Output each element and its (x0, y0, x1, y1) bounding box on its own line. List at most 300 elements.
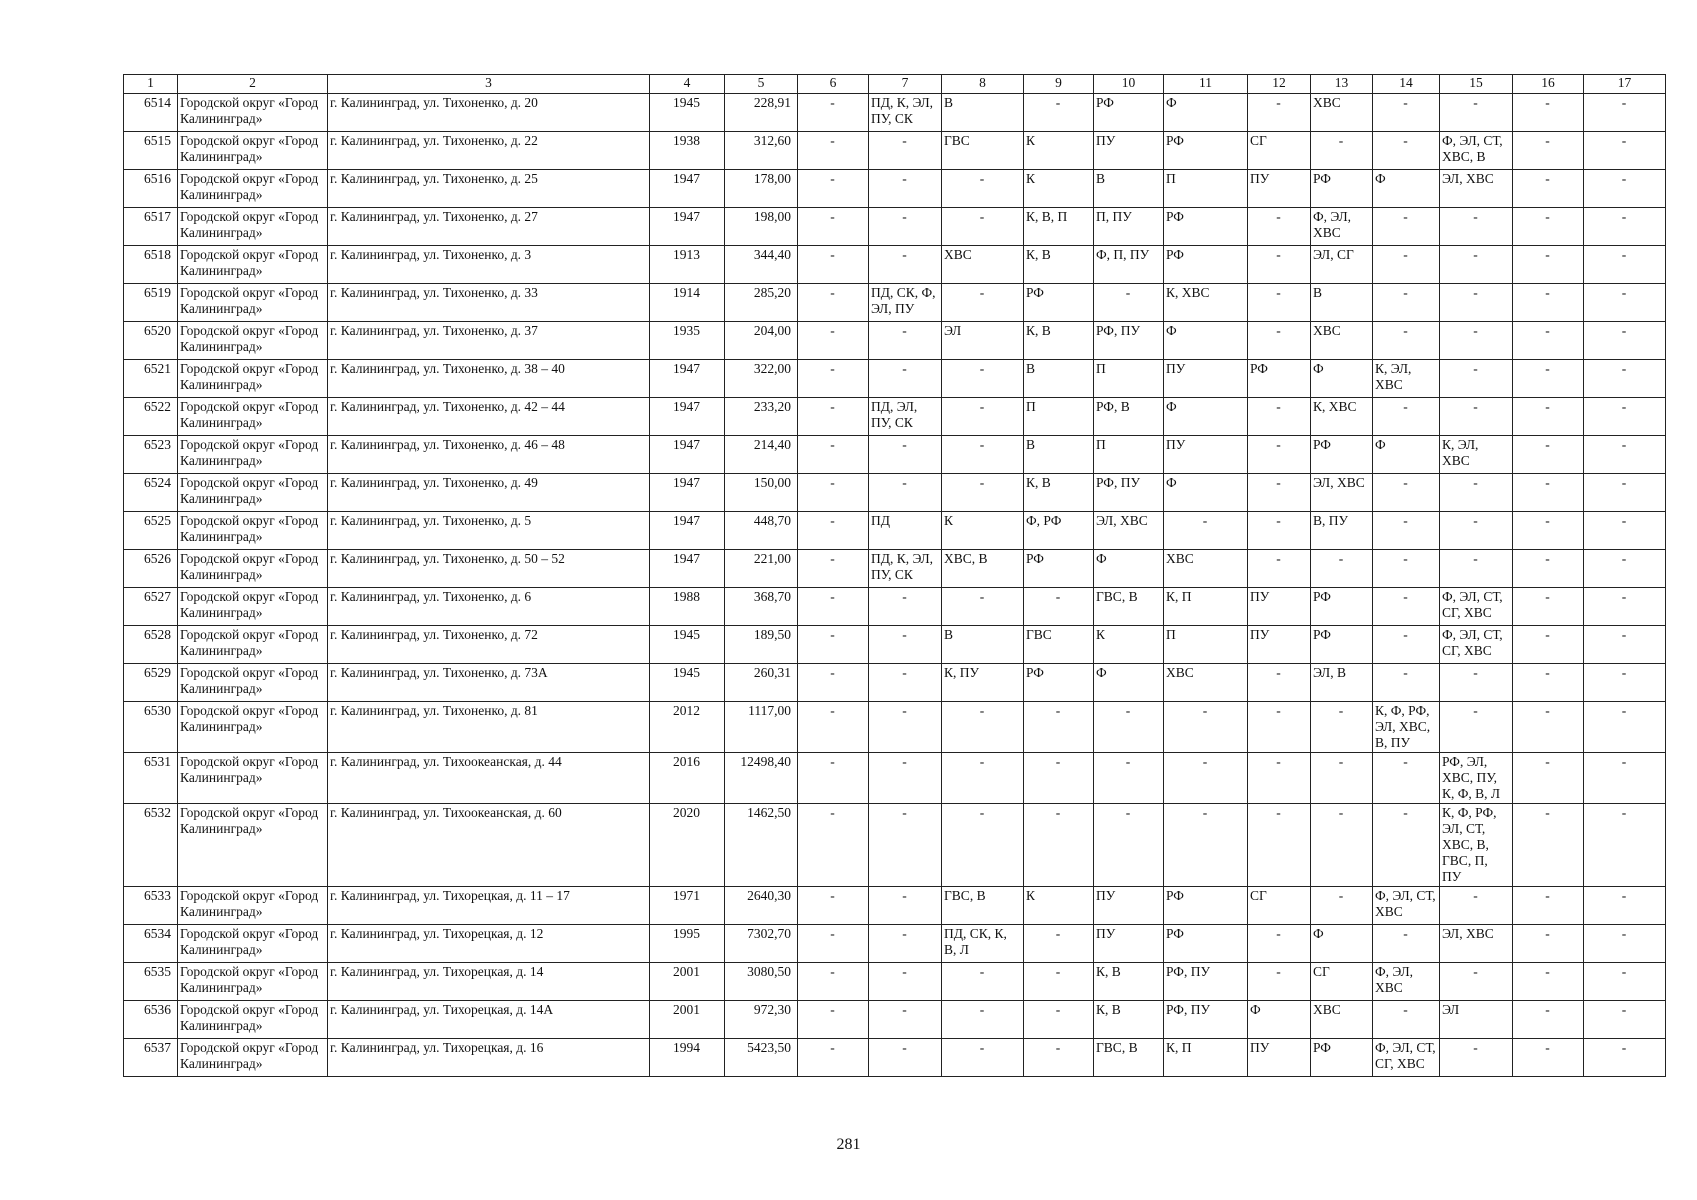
area-cell: 150,00 (725, 474, 798, 512)
column-8-cell: - (942, 284, 1024, 322)
record-number-cell: 6516 (124, 170, 178, 208)
column-15-cell: К, ЭЛ, ХВС (1440, 436, 1513, 474)
column-13-cell: - (1311, 550, 1373, 588)
column-9-cell: В (1024, 360, 1094, 398)
year-cell: 1913 (650, 246, 725, 284)
area-cell: 5423,50 (725, 1039, 798, 1077)
column-14-cell: К, Ф, РФ, ЭЛ, ХВС, В, ПУ (1373, 702, 1440, 753)
address-cell: г. Калининград, ул. Тихоненко, д. 22 (328, 132, 650, 170)
table-header (124, 75, 1666, 94)
column-14-cell: - (1373, 512, 1440, 550)
column-header-10: 10 (1094, 75, 1164, 94)
address-cell: г. Калининград, ул. Тихоненко, д. 50 – 52 (328, 550, 650, 588)
column-9-cell: - (1024, 925, 1094, 963)
column-10-cell: П (1094, 436, 1164, 474)
column-9-cell: - (1024, 94, 1094, 132)
column-6-cell: - (798, 474, 869, 512)
column-9-cell: - (1024, 1001, 1094, 1039)
column-8-cell: - (942, 474, 1024, 512)
municipality-cell: Городской округ «Город Калининград» (178, 887, 328, 925)
column-11-cell: РФ (1164, 887, 1248, 925)
column-header-8: 8 (942, 75, 1024, 94)
address-cell: г. Калининград, ул. Тихоненко, д. 25 (328, 170, 650, 208)
column-header-1: 1 (124, 75, 178, 94)
table-row (124, 925, 1666, 963)
municipality-cell: Городской округ «Город Калининград» (178, 132, 328, 170)
address-cell: г. Калининград, ул. Тихоненко, д. 42 – 44 (328, 398, 650, 436)
column-17-cell: - (1584, 664, 1666, 702)
column-11-cell: РФ (1164, 208, 1248, 246)
column-9-cell: РФ (1024, 550, 1094, 588)
column-13-cell: РФ (1311, 170, 1373, 208)
column-9-cell: К (1024, 887, 1094, 925)
area-cell: 368,70 (725, 588, 798, 626)
column-12-cell: ПУ (1248, 626, 1311, 664)
area-cell: 233,20 (725, 398, 798, 436)
column-11-cell: Ф (1164, 322, 1248, 360)
column-13-cell: РФ (1311, 626, 1373, 664)
area-cell: 312,60 (725, 132, 798, 170)
column-12-cell: - (1248, 753, 1311, 804)
year-cell: 1947 (650, 436, 725, 474)
area-cell: 1462,50 (725, 804, 798, 887)
table-row (124, 436, 1666, 474)
table-row (124, 550, 1666, 588)
column-11-cell: ПУ (1164, 436, 1248, 474)
table-row (124, 132, 1666, 170)
column-6-cell: - (798, 550, 869, 588)
column-9-cell: В (1024, 436, 1094, 474)
column-header-5: 5 (725, 75, 798, 94)
column-12-cell: Ф (1248, 1001, 1311, 1039)
column-7-cell: ПД, ЭЛ, ПУ, СК (869, 398, 942, 436)
address-cell: г. Калининград, ул. Тихоненко, д. 73А (328, 664, 650, 702)
municipality-cell: Городской округ «Город Калининград» (178, 753, 328, 804)
area-cell: 221,00 (725, 550, 798, 588)
column-14-cell: - (1373, 94, 1440, 132)
column-7-cell: - (869, 360, 942, 398)
column-11-cell: К, П (1164, 588, 1248, 626)
column-12-cell: - (1248, 474, 1311, 512)
year-cell: 1914 (650, 284, 725, 322)
column-6-cell: - (798, 664, 869, 702)
column-8-cell: - (942, 963, 1024, 1001)
column-10-cell: ГВС, В (1094, 588, 1164, 626)
column-13-cell: РФ (1311, 436, 1373, 474)
column-11-cell: П (1164, 626, 1248, 664)
year-cell: 1947 (650, 170, 725, 208)
column-header-14: 14 (1373, 75, 1440, 94)
column-13-cell: - (1311, 753, 1373, 804)
column-13-cell: В, ПУ (1311, 512, 1373, 550)
record-number-cell: 6526 (124, 550, 178, 588)
column-7-cell: - (869, 925, 942, 963)
column-15-cell: - (1440, 1039, 1513, 1077)
column-11-cell: Ф (1164, 398, 1248, 436)
table-row (124, 1039, 1666, 1077)
area-cell: 285,20 (725, 284, 798, 322)
municipality-cell: Городской округ «Город Калининград» (178, 246, 328, 284)
table-row (124, 702, 1666, 753)
address-cell: г. Калининград, ул. Тихоненко, д. 72 (328, 626, 650, 664)
column-12-cell: - (1248, 702, 1311, 753)
column-11-cell: ХВС (1164, 664, 1248, 702)
column-16-cell: - (1513, 963, 1584, 1001)
column-header-2: 2 (178, 75, 328, 94)
column-15-cell: ЭЛ, ХВС (1440, 170, 1513, 208)
column-7-cell: - (869, 702, 942, 753)
column-15-cell: - (1440, 398, 1513, 436)
column-12-cell: - (1248, 208, 1311, 246)
year-cell: 2001 (650, 963, 725, 1001)
column-7-cell: - (869, 1001, 942, 1039)
column-7-cell: - (869, 132, 942, 170)
column-16-cell: - (1513, 94, 1584, 132)
column-9-cell: - (1024, 804, 1094, 887)
column-9-cell: Ф, РФ (1024, 512, 1094, 550)
municipality-cell: Городской округ «Город Калининград» (178, 284, 328, 322)
record-number-cell: 6524 (124, 474, 178, 512)
column-11-cell: РФ, ПУ (1164, 1001, 1248, 1039)
column-9-cell: К, В (1024, 474, 1094, 512)
column-7-cell: - (869, 474, 942, 512)
year-cell: 2012 (650, 702, 725, 753)
column-14-cell: - (1373, 588, 1440, 626)
table-row (124, 474, 1666, 512)
column-10-cell: - (1094, 702, 1164, 753)
municipality-cell: Городской округ «Город Калининград» (178, 588, 328, 626)
record-number-cell: 6531 (124, 753, 178, 804)
column-15-cell: - (1440, 94, 1513, 132)
column-12-cell: - (1248, 550, 1311, 588)
column-7-cell: - (869, 1039, 942, 1077)
address-cell: г. Калининград, ул. Тихоненко, д. 37 (328, 322, 650, 360)
record-number-cell: 6519 (124, 284, 178, 322)
column-9-cell: - (1024, 963, 1094, 1001)
column-16-cell: - (1513, 284, 1584, 322)
column-header-4: 4 (650, 75, 725, 94)
column-16-cell: - (1513, 436, 1584, 474)
column-7-cell: - (869, 436, 942, 474)
column-7-cell: ПД (869, 512, 942, 550)
column-13-cell: ХВС (1311, 94, 1373, 132)
column-8-cell: - (942, 804, 1024, 887)
column-9-cell: - (1024, 588, 1094, 626)
column-12-cell: - (1248, 398, 1311, 436)
column-6-cell: - (798, 887, 869, 925)
area-cell: 2640,30 (725, 887, 798, 925)
record-number-cell: 6534 (124, 925, 178, 963)
column-9-cell: П (1024, 398, 1094, 436)
column-header-11: 11 (1164, 75, 1248, 94)
municipality-cell: Городской округ «Город Калининград» (178, 1039, 328, 1077)
column-14-cell: - (1373, 474, 1440, 512)
column-9-cell: РФ (1024, 284, 1094, 322)
column-8-cell: К, ПУ (942, 664, 1024, 702)
address-cell: г. Калининград, ул. Тихорецкая, д. 11 – 17 (328, 887, 650, 925)
column-10-cell: Ф (1094, 664, 1164, 702)
year-cell: 1947 (650, 550, 725, 588)
column-9-cell: РФ (1024, 664, 1094, 702)
address-cell: г. Калининград, ул. Тихоненко, д. 3 (328, 246, 650, 284)
table-row (124, 398, 1666, 436)
address-cell: г. Калининград, ул. Тихорецкая, д. 16 (328, 1039, 650, 1077)
record-number-cell: 6536 (124, 1001, 178, 1039)
column-11-cell: РФ (1164, 925, 1248, 963)
address-cell: г. Калининград, ул. Тихоненко, д. 33 (328, 284, 650, 322)
municipality-cell: Городской округ «Город Калининград» (178, 94, 328, 132)
column-7-cell: - (869, 664, 942, 702)
column-13-cell: Ф (1311, 360, 1373, 398)
column-9-cell: К (1024, 170, 1094, 208)
column-12-cell: - (1248, 804, 1311, 887)
column-12-cell: ПУ (1248, 170, 1311, 208)
record-number-cell: 6532 (124, 804, 178, 887)
column-17-cell: - (1584, 398, 1666, 436)
column-16-cell: - (1513, 702, 1584, 753)
column-15-cell: - (1440, 550, 1513, 588)
column-13-cell: ЭЛ, В (1311, 664, 1373, 702)
column-10-cell: П, ПУ (1094, 208, 1164, 246)
address-cell: г. Калининград, ул. Тихорецкая, д. 14 (328, 963, 650, 1001)
municipality-cell: Городской округ «Город Калининград» (178, 360, 328, 398)
column-15-cell: РФ, ЭЛ, ХВС, ПУ, К, Ф, В, Л (1440, 753, 1513, 804)
column-10-cell: Ф, П, ПУ (1094, 246, 1164, 284)
column-11-cell: - (1164, 753, 1248, 804)
column-14-cell: - (1373, 246, 1440, 284)
column-17-cell: - (1584, 702, 1666, 753)
table-row (124, 284, 1666, 322)
table-row (124, 512, 1666, 550)
area-cell: 7302,70 (725, 925, 798, 963)
column-9-cell: - (1024, 1039, 1094, 1077)
column-17-cell: - (1584, 94, 1666, 132)
column-6-cell: - (798, 925, 869, 963)
column-8-cell: - (942, 436, 1024, 474)
municipality-cell: Городской округ «Город Калининград» (178, 208, 328, 246)
column-8-cell: ГВС (942, 132, 1024, 170)
year-cell: 1947 (650, 398, 725, 436)
column-6-cell: - (798, 626, 869, 664)
record-number-cell: 6530 (124, 702, 178, 753)
area-cell: 228,91 (725, 94, 798, 132)
address-cell: г. Калининград, ул. Тихоненко, д. 5 (328, 512, 650, 550)
year-cell: 1995 (650, 925, 725, 963)
column-8-cell: ГВС, В (942, 887, 1024, 925)
column-10-cell: Ф (1094, 550, 1164, 588)
table-row (124, 246, 1666, 284)
column-header-6: 6 (798, 75, 869, 94)
column-16-cell: - (1513, 246, 1584, 284)
header-row (124, 75, 1666, 94)
column-11-cell: РФ (1164, 246, 1248, 284)
municipality-cell: Городской округ «Город Калининград» (178, 322, 328, 360)
column-16-cell: - (1513, 398, 1584, 436)
record-number-cell: 6517 (124, 208, 178, 246)
record-number-cell: 6537 (124, 1039, 178, 1077)
column-11-cell: - (1164, 702, 1248, 753)
column-14-cell: - (1373, 664, 1440, 702)
table-row (124, 170, 1666, 208)
municipality-cell: Городской округ «Город Калининград» (178, 512, 328, 550)
column-7-cell: ПД, К, ЭЛ, ПУ, СК (869, 550, 942, 588)
column-14-cell: - (1373, 398, 1440, 436)
column-10-cell: П (1094, 360, 1164, 398)
column-16-cell: - (1513, 322, 1584, 360)
column-13-cell: - (1311, 804, 1373, 887)
column-15-cell: - (1440, 887, 1513, 925)
column-14-cell: - (1373, 626, 1440, 664)
column-7-cell: - (869, 887, 942, 925)
column-6-cell: - (798, 132, 869, 170)
year-cell: 1971 (650, 887, 725, 925)
column-15-cell: - (1440, 664, 1513, 702)
record-number-cell: 6528 (124, 626, 178, 664)
column-7-cell: - (869, 246, 942, 284)
column-10-cell: - (1094, 804, 1164, 887)
column-10-cell: - (1094, 284, 1164, 322)
column-17-cell: - (1584, 804, 1666, 887)
column-16-cell: - (1513, 753, 1584, 804)
column-12-cell: ПУ (1248, 588, 1311, 626)
column-7-cell: - (869, 170, 942, 208)
column-6-cell: - (798, 208, 869, 246)
column-17-cell: - (1584, 246, 1666, 284)
column-7-cell: - (869, 588, 942, 626)
column-14-cell: - (1373, 208, 1440, 246)
column-header-16: 16 (1513, 75, 1584, 94)
municipality-cell: Городской округ «Город Калининград» (178, 550, 328, 588)
table-body (124, 94, 1666, 1077)
column-15-cell: Ф, ЭЛ, СТ, ХВС, В (1440, 132, 1513, 170)
column-17-cell: - (1584, 284, 1666, 322)
column-16-cell: - (1513, 588, 1584, 626)
area-cell: 189,50 (725, 626, 798, 664)
record-number-cell: 6518 (124, 246, 178, 284)
address-cell: г. Калининград, ул. Тихоокеанская, д. 44 (328, 753, 650, 804)
column-13-cell: ХВС (1311, 322, 1373, 360)
area-cell: 322,00 (725, 360, 798, 398)
record-number-cell: 6521 (124, 360, 178, 398)
table-row (124, 626, 1666, 664)
year-cell: 1938 (650, 132, 725, 170)
column-10-cell: ГВС, В (1094, 1039, 1164, 1077)
column-6-cell: - (798, 512, 869, 550)
column-15-cell: - (1440, 208, 1513, 246)
address-cell: г. Калининград, ул. Тихорецкая, д. 14А (328, 1001, 650, 1039)
column-13-cell: РФ (1311, 1039, 1373, 1077)
column-13-cell: Ф (1311, 925, 1373, 963)
column-15-cell: Ф, ЭЛ, СТ, СГ, ХВС (1440, 588, 1513, 626)
municipality-cell: Городской округ «Город Калининград» (178, 626, 328, 664)
record-number-cell: 6525 (124, 512, 178, 550)
year-cell: 1935 (650, 322, 725, 360)
table-row (124, 588, 1666, 626)
column-8-cell: В (942, 626, 1024, 664)
column-13-cell: Ф, ЭЛ, ХВС (1311, 208, 1373, 246)
column-14-cell: Ф (1373, 170, 1440, 208)
column-14-cell: - (1373, 1001, 1440, 1039)
column-8-cell: - (942, 702, 1024, 753)
column-15-cell: ЭЛ, ХВС (1440, 925, 1513, 963)
column-14-cell: - (1373, 132, 1440, 170)
column-15-cell: - (1440, 963, 1513, 1001)
column-8-cell: - (942, 208, 1024, 246)
column-12-cell: - (1248, 322, 1311, 360)
municipality-cell: Городской округ «Город Калининград» (178, 398, 328, 436)
column-17-cell: - (1584, 360, 1666, 398)
column-15-cell: - (1440, 284, 1513, 322)
area-cell: 344,40 (725, 246, 798, 284)
column-14-cell: К, ЭЛ, ХВС (1373, 360, 1440, 398)
column-14-cell: - (1373, 284, 1440, 322)
column-17-cell: - (1584, 626, 1666, 664)
record-number-cell: 6535 (124, 963, 178, 1001)
column-8-cell: - (942, 360, 1024, 398)
municipality-cell: Городской округ «Город Калининград» (178, 702, 328, 753)
column-12-cell: - (1248, 246, 1311, 284)
column-8-cell: ХВС (942, 246, 1024, 284)
column-10-cell: РФ, В (1094, 398, 1164, 436)
area-cell: 204,00 (725, 322, 798, 360)
column-10-cell: ПУ (1094, 887, 1164, 925)
address-cell: г. Калининград, ул. Тихоненко, д. 49 (328, 474, 650, 512)
column-12-cell: ПУ (1248, 1039, 1311, 1077)
column-12-cell: - (1248, 436, 1311, 474)
column-16-cell: - (1513, 474, 1584, 512)
column-6-cell: - (798, 322, 869, 360)
column-13-cell: В (1311, 284, 1373, 322)
column-header-7: 7 (869, 75, 942, 94)
column-14-cell: Ф (1373, 436, 1440, 474)
column-15-cell: ЭЛ (1440, 1001, 1513, 1039)
column-17-cell: - (1584, 753, 1666, 804)
table-row (124, 322, 1666, 360)
column-15-cell: - (1440, 322, 1513, 360)
column-9-cell: К (1024, 132, 1094, 170)
column-15-cell: - (1440, 360, 1513, 398)
column-6-cell: - (798, 1039, 869, 1077)
column-7-cell: - (869, 753, 942, 804)
column-12-cell: - (1248, 963, 1311, 1001)
table-row (124, 887, 1666, 925)
column-10-cell: ПУ (1094, 925, 1164, 963)
column-12-cell: СГ (1248, 887, 1311, 925)
column-13-cell: ХВС (1311, 1001, 1373, 1039)
column-14-cell: - (1373, 550, 1440, 588)
column-13-cell: - (1311, 132, 1373, 170)
column-16-cell: - (1513, 360, 1584, 398)
column-6-cell: - (798, 360, 869, 398)
column-16-cell: - (1513, 887, 1584, 925)
column-13-cell: ЭЛ, СГ (1311, 246, 1373, 284)
column-17-cell: - (1584, 474, 1666, 512)
column-9-cell: ГВС (1024, 626, 1094, 664)
address-cell: г. Калининград, ул. Тихорецкая, д. 12 (328, 925, 650, 963)
year-cell: 1994 (650, 1039, 725, 1077)
area-cell: 1117,00 (725, 702, 798, 753)
area-cell: 448,70 (725, 512, 798, 550)
column-16-cell: - (1513, 170, 1584, 208)
year-cell: 1945 (650, 626, 725, 664)
column-6-cell: - (798, 284, 869, 322)
column-9-cell: К, В (1024, 246, 1094, 284)
column-9-cell: - (1024, 702, 1094, 753)
column-8-cell: ПД, СК, К, В, Л (942, 925, 1024, 963)
area-cell: 198,00 (725, 208, 798, 246)
column-6-cell: - (798, 436, 869, 474)
column-7-cell: - (869, 208, 942, 246)
